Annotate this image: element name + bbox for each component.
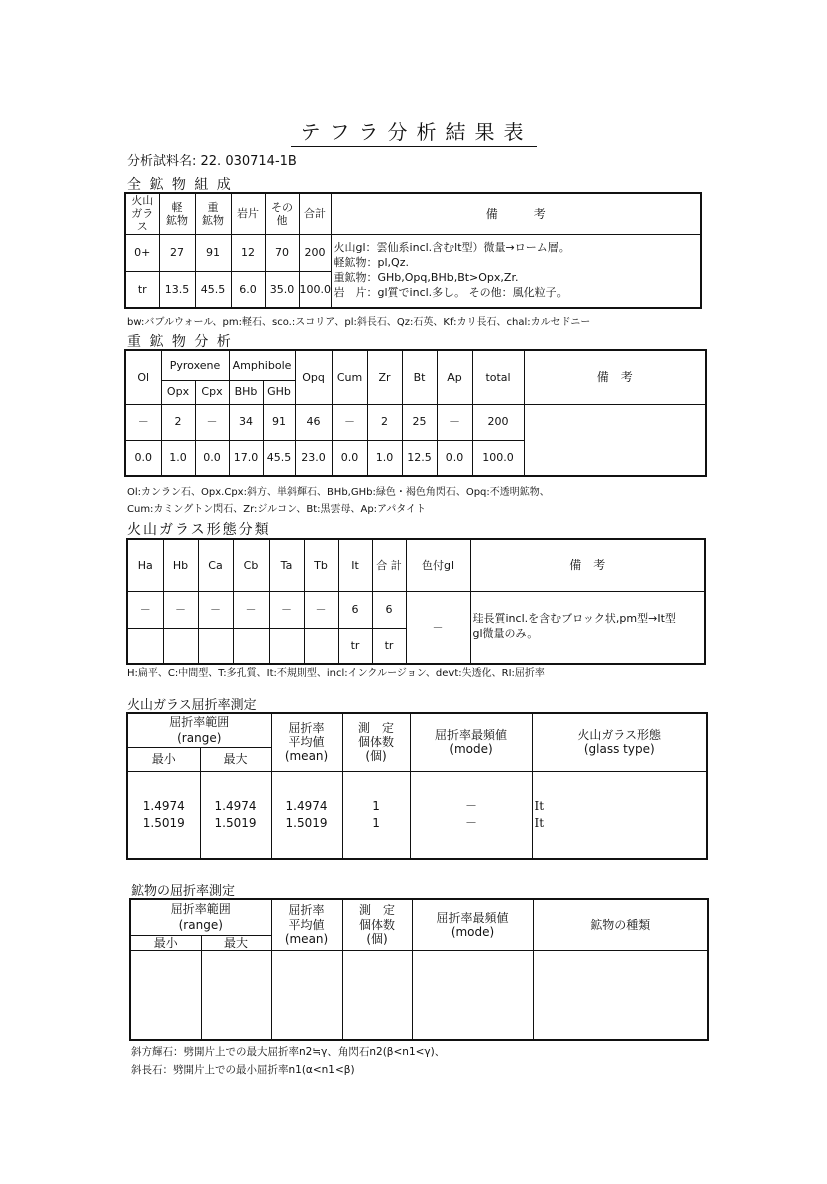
cell: 25	[402, 404, 437, 440]
cell: 91	[195, 234, 231, 271]
col-zr: Zr	[367, 350, 402, 404]
remark-line: 軽鉱物：pl,Qz.	[333, 255, 409, 269]
mode-values	[410, 771, 532, 859]
section-heading-glass: 火山ガラス形態分類	[127, 522, 271, 538]
section-heading-ri-mineral: 鉱物の屈折率測定	[131, 884, 236, 899]
cell: 6	[338, 591, 372, 628]
cell: 1.0	[367, 440, 402, 476]
value: 1.5019	[142, 815, 185, 830]
cell: 0.0	[125, 440, 161, 476]
range-en-label: (range)	[178, 918, 223, 933]
range-header	[130, 899, 271, 935]
abbrev-note: bw:バブルウォール、pm:軽石、sco.:スコリア、pl:斜長石、Qz:石英、Kf:カリ長石、chal:カルセドニー	[127, 317, 591, 328]
cell: 2	[367, 404, 402, 440]
range-header	[127, 713, 271, 747]
remark-line: 火山gl：雲仙系incl.含むlt型）微量→ローム層。	[333, 241, 570, 255]
cell: 17.0	[229, 440, 263, 476]
range-en-label: (range)	[177, 731, 222, 746]
range-label: 屈折率範囲	[169, 715, 230, 730]
cell: tr	[125, 271, 159, 308]
remark-line: 岩 片：gl質でincl.多し。 その他：風化粒子。	[333, 285, 568, 299]
max-values	[200, 771, 271, 859]
section-heading-ri-glass: 火山ガラス屈折率測定	[127, 698, 257, 713]
cell: 35.0	[265, 271, 299, 308]
remarks-header: 備 考	[470, 539, 705, 591]
mean-header: 屈折率 平均値 (mean)	[271, 713, 342, 771]
cell	[412, 950, 533, 1040]
col-header: その 他	[265, 193, 299, 234]
value: －	[465, 798, 478, 813]
value: 1.4974	[142, 798, 185, 813]
cell	[198, 628, 233, 664]
col-ghb: GHb	[263, 380, 295, 404]
max-header: 最大	[201, 935, 271, 950]
col-header: Ha	[127, 539, 163, 591]
cell: 0.0	[437, 440, 472, 476]
value: 1	[372, 815, 380, 830]
cell	[269, 628, 304, 664]
cell: 70	[265, 234, 299, 271]
col-header: 重 鉱物	[195, 193, 231, 234]
col-amphibole: Amphibole	[229, 350, 295, 380]
col-header: 岩片	[231, 193, 265, 234]
col-ap: Ap	[437, 350, 472, 404]
cell	[201, 950, 271, 1040]
col-header: 合 計	[372, 539, 406, 591]
cell: －	[198, 591, 233, 628]
cell: 12.5	[402, 440, 437, 476]
cell: 23.0	[295, 440, 332, 476]
cell: tr	[338, 628, 372, 664]
cell: 12	[231, 234, 265, 271]
cell: 2	[161, 404, 195, 440]
value: 1.5019	[214, 815, 257, 830]
remarks-cell	[524, 404, 706, 476]
mean-values	[271, 771, 342, 859]
whole-mineral-table	[124, 192, 702, 309]
value: 1.5019	[285, 815, 328, 830]
cell: －	[125, 404, 161, 440]
cell: 0+	[125, 234, 159, 271]
col-cpx: Cpx	[195, 380, 229, 404]
cell: 27	[159, 234, 195, 271]
cell	[304, 628, 338, 664]
remark-line: gl微量のみ。	[472, 627, 539, 641]
count-header: 測 定 個体数 (個)	[342, 713, 410, 771]
col-bt: Bt	[402, 350, 437, 404]
col-header: It	[338, 539, 372, 591]
value: It	[534, 798, 545, 813]
glass-note: H:扁平、C:中間型、T:多孔質、It:不規則型、incl:インクルージョン、devt:失透化、RI:屈折率	[127, 668, 545, 679]
remarks-cell	[470, 591, 705, 664]
section-heading-heavy: 重 鉱 物 分 析	[127, 334, 233, 350]
ri-mineral-table	[129, 898, 709, 1041]
cell: 100.0	[472, 440, 524, 476]
col-header: 合計	[299, 193, 331, 234]
col-total: total	[472, 350, 524, 404]
value: 1.4974	[214, 798, 257, 813]
mineral-note-1: 斜方輝石：劈開片上での最大屈折率n2≒γ、角閃石n2(β<n1<γ)、	[131, 1046, 446, 1058]
cell: －	[233, 591, 269, 628]
col-header: 色付gl	[406, 539, 470, 591]
remarks-header: 備 考	[331, 193, 701, 234]
remark-line: 重鉱物：GHb,Opq,BHb,Bt>Opx,Zr.	[333, 270, 519, 284]
col-header: Cb	[233, 539, 269, 591]
min-header: 最小	[130, 935, 201, 950]
min-values	[127, 771, 200, 859]
cell: 13.5	[159, 271, 195, 308]
cell: 0.0	[195, 440, 229, 476]
cell: 45.5	[195, 271, 231, 308]
mineral-type-header: 鉱物の種類	[533, 899, 708, 950]
remark-line: 珪長質incl.を含むブロック状,pm型→It型	[472, 612, 676, 626]
cell: 0.0	[332, 440, 367, 476]
cell	[233, 628, 269, 664]
heavy-note-2: Cum:カミングトン閃石、Zr:ジルコン、Bt:黒雲母、Ap:アパタイト	[127, 504, 427, 515]
min-header: 最小	[127, 747, 200, 771]
type-values	[532, 771, 707, 859]
cell: －	[195, 404, 229, 440]
cell: 200	[299, 234, 331, 271]
count-header: 測 定 個体数 (個)	[342, 899, 412, 950]
ri-glass-table	[126, 712, 708, 860]
col-bhb: BHb	[229, 380, 263, 404]
remarks-header: 備 考	[524, 350, 706, 404]
col-header: Ta	[269, 539, 304, 591]
col-header: Hb	[163, 539, 198, 591]
col-header: Tb	[304, 539, 338, 591]
value: 1	[372, 798, 380, 813]
cell: －	[304, 591, 338, 628]
cell: 6	[372, 591, 406, 628]
cell: －	[127, 591, 163, 628]
cell: 91	[263, 404, 295, 440]
colored-glass-cell: －	[406, 591, 470, 664]
mode-header: 屈折率最頻値 (mode)	[410, 713, 532, 771]
cell: －	[332, 404, 367, 440]
section-heading-whole: 全 鉱 物 組 成	[127, 177, 233, 193]
col-header: Ca	[198, 539, 233, 591]
col-header: 火山 ガラス	[125, 193, 159, 234]
cell: 46	[295, 404, 332, 440]
sample-name: 分析試料名: 22. 030714-1B	[127, 154, 297, 169]
cell	[271, 950, 342, 1040]
cell: tr	[372, 628, 406, 664]
value: 1.4974	[285, 798, 328, 813]
col-opq: Opq	[295, 350, 332, 404]
max-header: 最大	[200, 747, 271, 771]
heavy-mineral-table	[124, 349, 707, 477]
cell: －	[163, 591, 198, 628]
cell: 1.0	[161, 440, 195, 476]
col-header: 軽 鉱物	[159, 193, 195, 234]
cell: 100.0	[299, 271, 331, 308]
col-pyroxene: Pyroxene	[161, 350, 229, 380]
col-ol: Ol	[125, 350, 161, 404]
cell: 45.5	[263, 440, 295, 476]
mean-header: 屈折率 平均値 (mean)	[271, 899, 342, 950]
cell: －	[437, 404, 472, 440]
cell	[163, 628, 198, 664]
value: It	[534, 815, 545, 830]
value: －	[465, 815, 478, 830]
count-values	[342, 771, 410, 859]
cell	[342, 950, 412, 1040]
col-cum: Cum	[332, 350, 367, 404]
remarks-cell	[331, 234, 701, 308]
page-title: テフラ分析結果表	[0, 116, 827, 145]
mode-header: 屈折率最頻値 (mode)	[412, 899, 533, 950]
heavy-note-1: Ol:カンラン石、Opx.Cpx:斜方、単斜輝石、BHb,GHb:緑色・褐色角閃石、Opq:不透明鉱物、	[127, 487, 550, 498]
range-label: 屈折率範囲	[170, 902, 231, 917]
cell	[533, 950, 708, 1040]
col-opx: Opx	[161, 380, 195, 404]
mineral-note-2: 斜長石：劈開片上での最小屈折率n1(α<n1<β)	[131, 1064, 355, 1076]
cell: 200	[472, 404, 524, 440]
cell	[127, 628, 163, 664]
glass-type-header: 火山ガラス形態 (glass type)	[532, 713, 707, 771]
cell: 34	[229, 404, 263, 440]
cell	[130, 950, 201, 1040]
cell: 6.0	[231, 271, 265, 308]
cell: －	[269, 591, 304, 628]
glass-morphology-table	[126, 538, 706, 665]
